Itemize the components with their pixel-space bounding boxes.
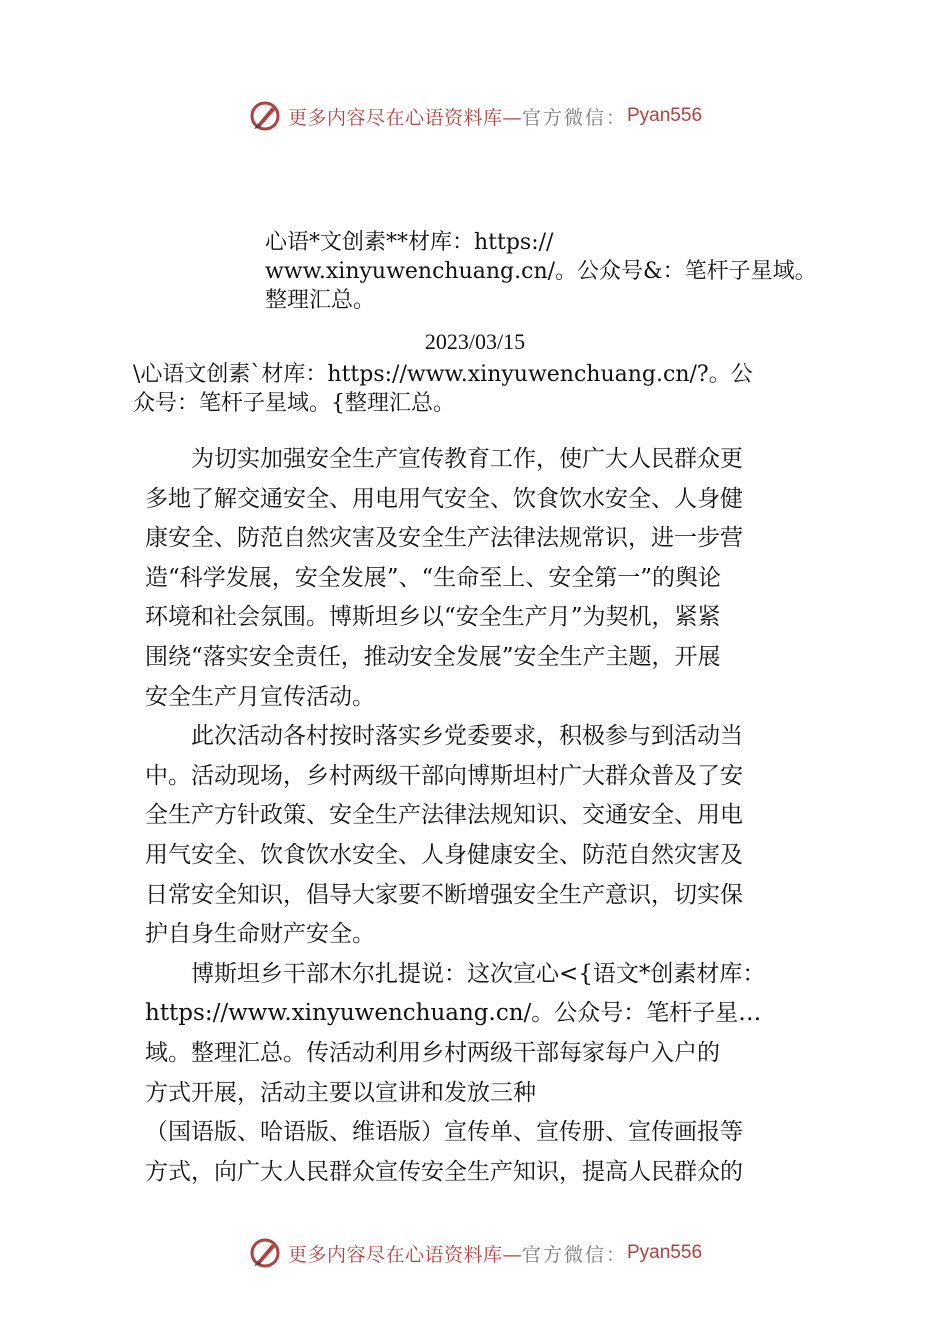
paragraph-line: 中。活动现场，乡村两级干部向博斯坦村广大群众普及了安	[145, 762, 743, 789]
article-body	[145, 440, 825, 1192]
paragraph-line: 用气安全、饮食饮水安全、人身健康安全、防范自然灾害及	[145, 841, 743, 868]
paragraph-line: 此次活动各村按时落实乡党委要求，积极参与到活动当	[191, 723, 743, 750]
intro-note-line: 众号：笔杆子星域。{整理汇总。	[133, 391, 455, 416]
watermark-wechat-label: 官方微信：	[521, 106, 627, 129]
paragraph-line: 安全生产月宣传活动。	[145, 683, 375, 710]
paragraph-line: 日常安全知识，倡导大家要不断增强安全生产意识，切实保	[145, 881, 743, 908]
pen-logo-icon	[248, 99, 282, 133]
paragraph-line: 围绕“落实安全责任，推动安全发展”安全生产主题，开展	[145, 643, 721, 670]
paragraph-line: 方式，向广大人民群众宣传安全生产知识，提高人民群众的	[145, 1158, 743, 1185]
watermark-wechat-label: 官方微信：	[521, 1243, 627, 1266]
paragraph-line: 造“科学发展，安全发展”、“生命至上、安全第一”的舆论	[145, 564, 722, 591]
source-note-line: 心语*文创素**材库：https://	[265, 230, 554, 255]
paragraph-line: 环境和社会氛围。博斯坦乡以“安全生产月”为契机，紧紧	[145, 604, 721, 631]
paragraph-line: https://www.xinyuwenchuang.cn/。公众号：笔杆子星…	[145, 1000, 762, 1027]
header-watermark-banner	[0, 96, 950, 136]
paragraph-line: 全生产方针政策、安全生产法律法规知识、交通安全、用电	[145, 802, 743, 829]
document-date: 2023/03/15	[424, 329, 526, 354]
watermark-brand-text: 更多内容尽在心语资料库—	[287, 1243, 522, 1266]
pen-logo-icon	[248, 1236, 282, 1270]
paragraph-line: 康安全、防范自然灾害及安全生产法律法规常识，进一步营	[145, 525, 743, 552]
source-note-line: 整理汇总。	[265, 288, 376, 313]
paragraph-line: 多地了解交通安全、用电用气安全、饮食饮水安全、人身健	[145, 485, 743, 512]
watermark-brand-text: 更多内容尽在心语资料库—	[287, 106, 522, 129]
watermark-wechat-id: Pyan556	[627, 105, 703, 126]
source-note-line: www.xinyuwenchuang.cn/。公众号&：笔杆子星域。	[265, 259, 817, 284]
paragraph-3	[145, 955, 825, 1193]
paragraph-1	[145, 440, 825, 717]
paragraph-line: 为切实加强安全生产宣传教育工作，使广大人民群众更	[191, 446, 743, 472]
watermark-wechat-id: Pyan556	[627, 1242, 703, 1263]
paragraph-2	[145, 717, 825, 955]
source-note-block	[265, 228, 865, 315]
paragraph-line: 方式开展，活动主要以宣讲和发放三种	[145, 1079, 536, 1106]
footer-watermark-banner	[0, 1233, 950, 1273]
intro-note-block	[133, 360, 823, 418]
intro-note-line: \心语文创素`材库：https://www.xinyuwenchuang.cn/?。公	[133, 362, 753, 387]
paragraph-line: 域。整理汇总。传活动利用乡村两级干部每家每户入户的	[145, 1039, 720, 1066]
paragraph-line: 博斯坦乡干部木尔扎提说：这次宣心<{语文*创素材库：	[191, 960, 766, 987]
paragraph-line: （国语版、哈语版、维语版）宣传单、宣传册、宣传画报等	[145, 1119, 743, 1146]
paragraph-line: 护自身生命财产安全。	[145, 921, 375, 948]
